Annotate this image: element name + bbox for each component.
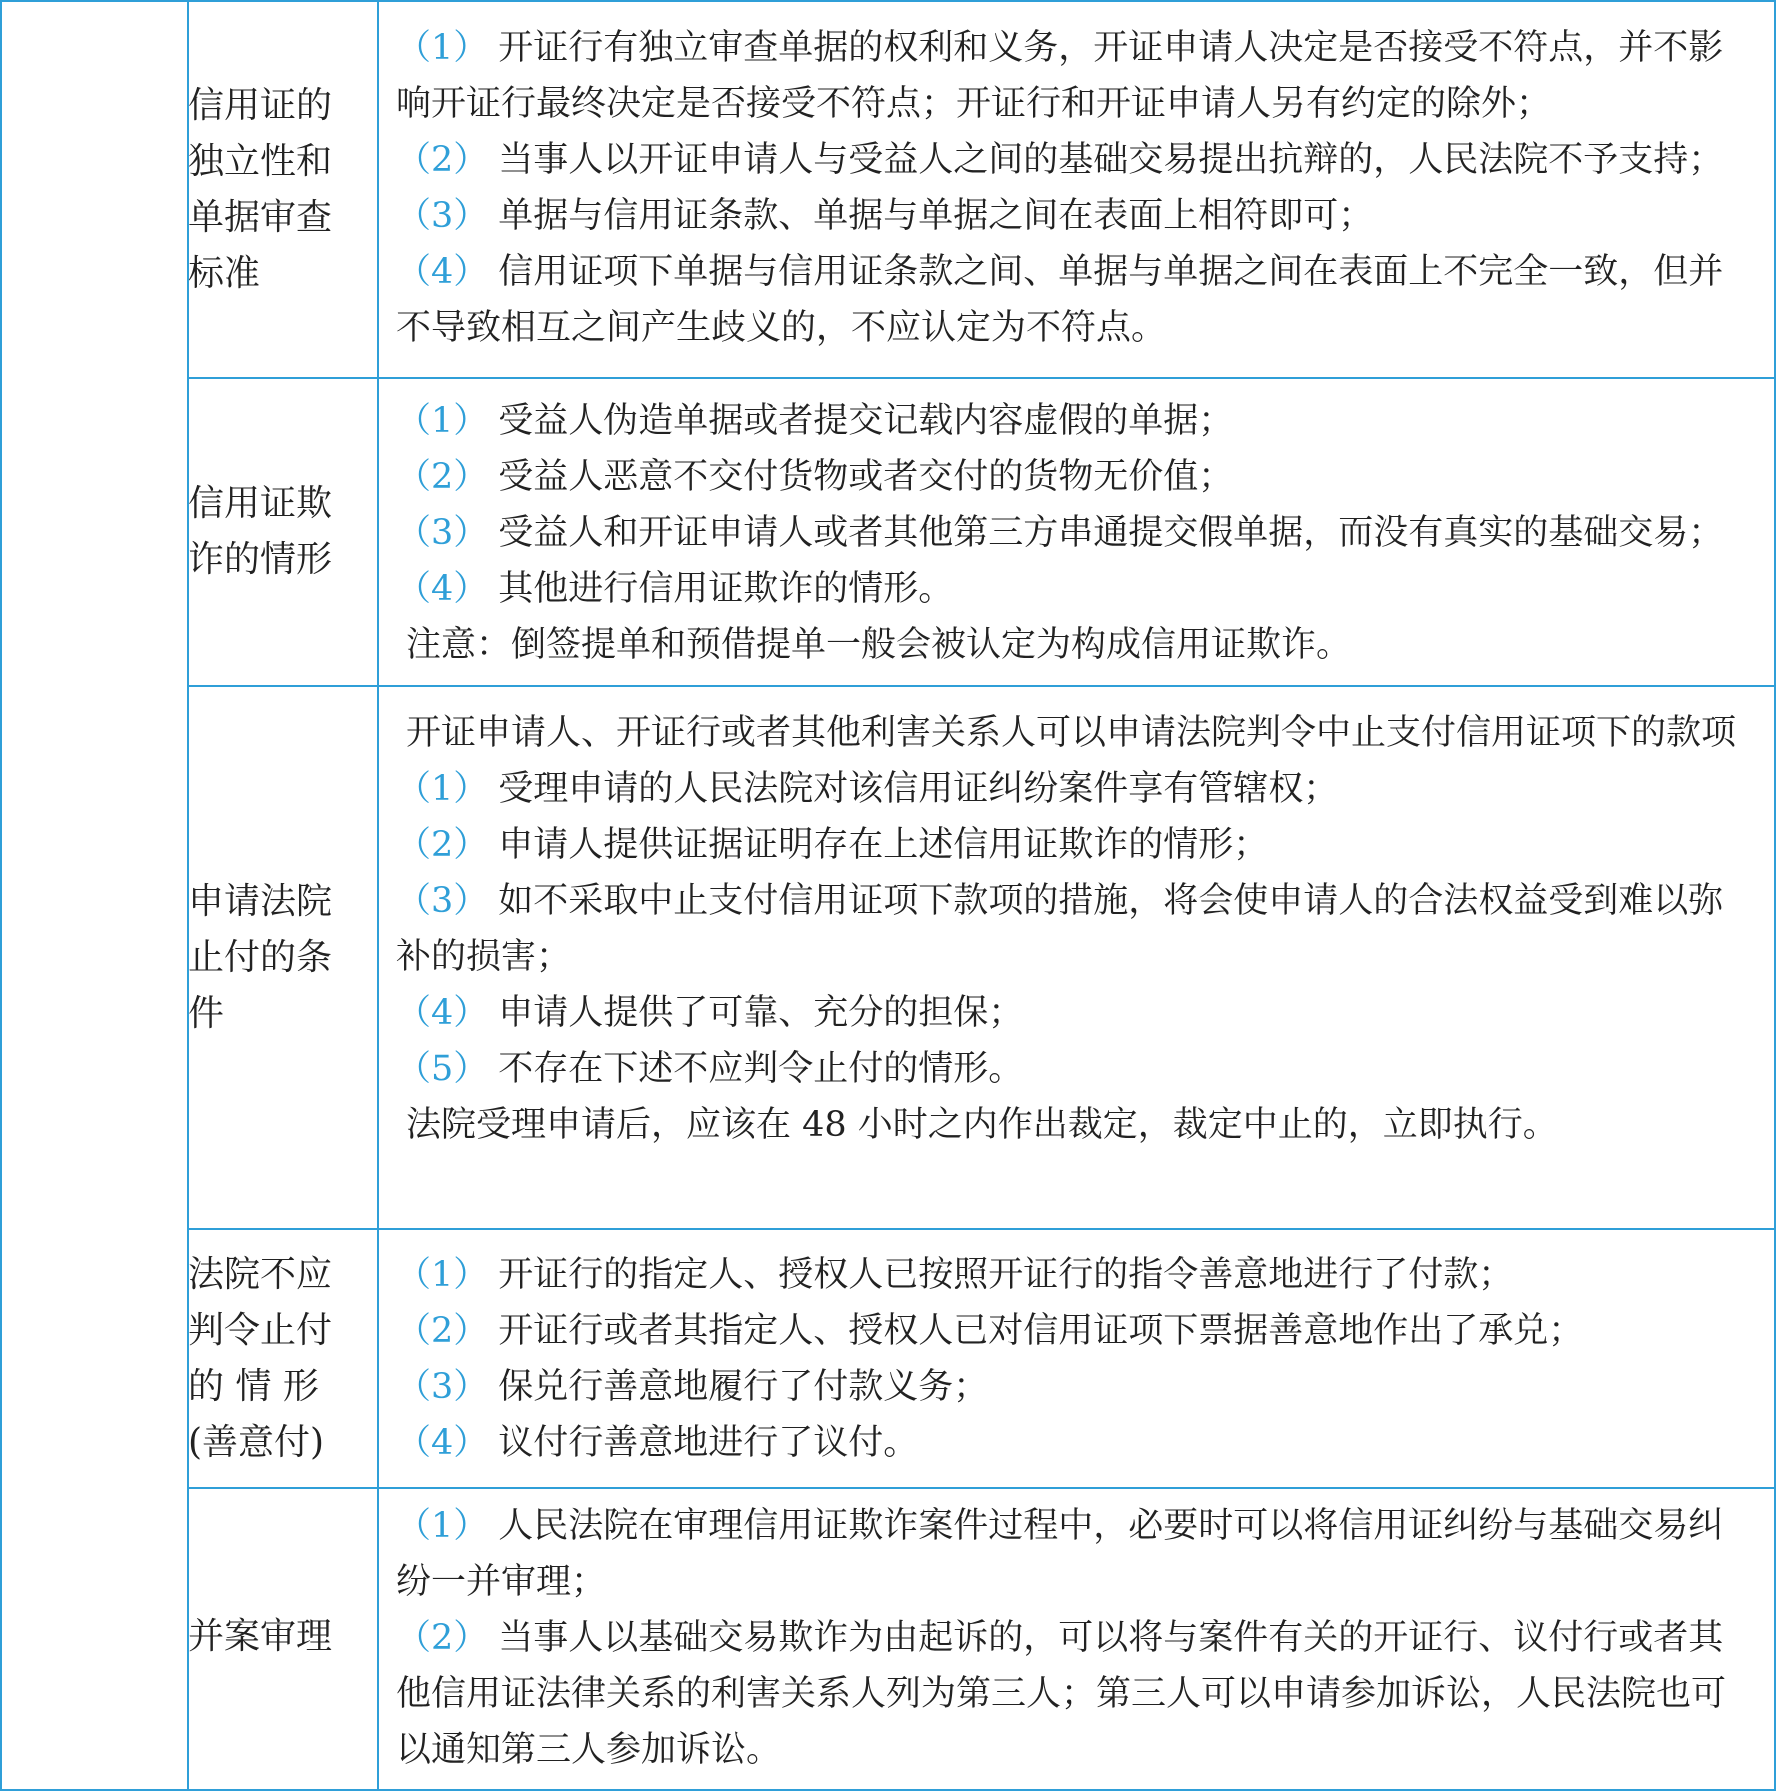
row-label-good-faith: 法院不应 判令止付 的 情 形 (善意付) xyxy=(188,1253,333,1463)
row-label-joint-trial: 并案审理 xyxy=(188,1616,333,1657)
list-item: （1） 受理申请的人民法院对该信用证纠纷案件享有管辖权； xyxy=(396,769,1339,809)
list-item: （2） 当事人以基础交易欺诈为由起诉的，可以将与案件有关的开证行、议付行或者其他信用证法律关系的利害关系人列为第三人；第三人可以申请参加诉讼，人民法院也可以通知第三人参加诉讼。 xyxy=(396,1618,1727,1770)
list-item: （3） 保兑行善意地履行了付款义务； xyxy=(396,1367,989,1407)
list-item: （4） 申请人提供了可靠、充分的担保； xyxy=(396,993,1024,1033)
list-item: （1） 开证行有独立审查单据的权利和义务，开证申请人决定是否接受不符点，并不影响开证行最终决定是否接受不符点；开证行和开证申请人另有约定的除外； xyxy=(396,28,1724,124)
list-item: （3） 如不采取中止支付信用证项下款项的措施，将会使申请人的合法权益受到难以弥补的损害； xyxy=(396,881,1724,977)
list-item: （5） 不存在下述不应判令止付的情形。 xyxy=(396,1049,1024,1089)
list-item: （3） 受益人和开证申请人或者其他第三方串通提交假单据，而没有真实的基础交易； xyxy=(396,513,1724,553)
list-item: （2） 申请人提供证据证明存在上述信用证欺诈的情形； xyxy=(396,825,1269,865)
row-divider xyxy=(189,1487,1774,1489)
list-item: （2） 开证行或者其指定人、授权人已对信用证项下票据善意地作出了承兑； xyxy=(396,1311,1584,1351)
row-label-fraud: 信用证欺 诈的情形 xyxy=(188,483,333,580)
row-divider xyxy=(189,1228,1774,1230)
row-content-fraud xyxy=(396,393,1758,673)
intro-text: 开证申请人、开证行或者其他利害关系人可以申请法院判令中止支付信用证项下的款项 xyxy=(406,713,1737,753)
row-content-good-faith xyxy=(396,1247,1758,1471)
list-item: （1） 开证行的指定人、授权人已按照开证行的指令善意地进行了付款； xyxy=(396,1255,1514,1295)
row-divider xyxy=(189,377,1774,379)
list-item: （1） 受益人伪造单据或者提交记载内容虚假的单据； xyxy=(396,401,1234,441)
list-item: （2） 当事人以开证申请人与受益人之间的基础交易提出抗辩的，人民法院不予支持； xyxy=(396,140,1724,180)
row-content-stop-payment xyxy=(396,705,1758,1153)
row-label-independence: 信用证的 独立性和 单据审查 标准 xyxy=(188,84,333,294)
note: 注意：倒签提单和预借提单一般会被认定为构成信用证欺诈。 xyxy=(406,625,1352,665)
list-item: （3） 单据与信用证条款、单据与单据之间在表面上相符即可； xyxy=(396,196,1374,236)
row-content-independence xyxy=(396,20,1758,356)
list-item: （4） 其他进行信用证欺诈的情形。 xyxy=(396,569,954,609)
row-label-stop-payment: 申请法院 止付的条 件 xyxy=(188,880,333,1034)
list-item: （4） 信用证项下单据与信用证条款之间、单据与单据之间在表面上不完全一致，但并不导致相互之间产生歧义的，不应认定为不符点。 xyxy=(396,252,1724,348)
list-item: （4） 议付行善意地进行了议付。 xyxy=(396,1423,919,1463)
row-content-joint-trial xyxy=(396,1498,1758,1778)
list-item: （1） 人民法院在审理信用证欺诈案件过程中，必要时可以将信用证纠纷与基础交易纠纷一并审理； xyxy=(396,1506,1724,1602)
note: 法院受理申请后，应该在 48 小时之内作出裁定，裁定中止的，立即执行。 xyxy=(406,1105,1558,1145)
row-divider xyxy=(189,685,1774,687)
list-item: （2） 受益人恶意不交付货物或者交付的货物无价值； xyxy=(396,457,1234,497)
